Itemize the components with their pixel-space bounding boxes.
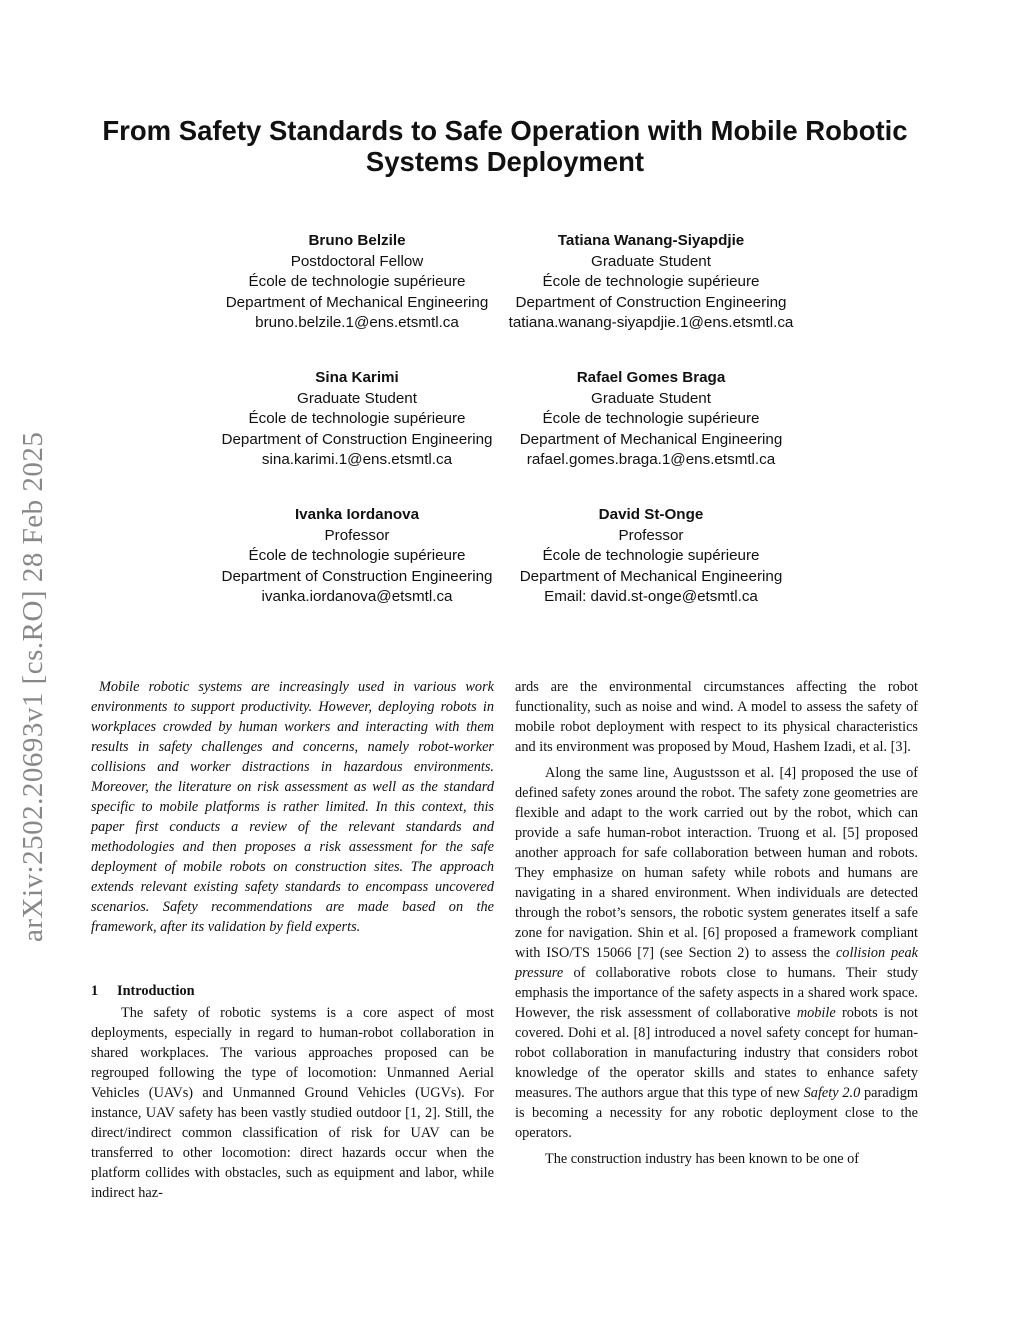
author-role: Graduate Student <box>591 389 711 407</box>
paragraph <box>515 763 918 1143</box>
author-department: Department of Construction Engineering <box>221 430 493 448</box>
author-institution: École de technologie supérieure <box>542 547 760 564</box>
author-department: Department of Mechanical Engineering <box>225 293 489 311</box>
author-card <box>197 231 517 334</box>
author-row <box>0 505 1024 642</box>
author-role: Postdoctoral Fellow <box>290 252 424 270</box>
text-run: paradigm is becoming a necessity for any robotic deployment close to the operators. <box>515 1085 918 1141</box>
author-email: rafael.gomes.braga.1@ens.etsmtl.ca <box>526 451 776 468</box>
right-column <box>515 677 918 1169</box>
text-run: of collaborative robots close to humans. Their study emphasis the importance of the safety aspects in a shared work space. However, the risk assessment of collaborative <box>515 965 918 1021</box>
author-card <box>491 505 811 608</box>
author-email: bruno.belzile.1@ens.etsmtl.ca <box>255 314 459 331</box>
author-card <box>491 231 811 334</box>
section-heading <box>91 981 494 1001</box>
text-run: robots is not covered. Dohi et al. [8] introduced a novel safety concept for human-robot collaboration in manufacturing industry that considers robot knowledge of the operator skills and states to enhance safety measures. The authors argue that this type of new <box>515 1005 918 1101</box>
author-name: Rafael Gomes Braga <box>576 369 726 386</box>
author-department: Department of Construction Engineering <box>515 293 787 311</box>
author-email: ivanka.iordanova@etsmtl.ca <box>261 588 453 605</box>
author-department: Department of Mechanical Engineering <box>519 430 783 448</box>
left-column <box>91 677 494 1203</box>
arxiv-identifier-stamp: arXiv:2502.20693v1 [cs.RO] 28 Feb 2025 <box>17 431 49 942</box>
text-run: Along the same line, Augustsson et al. [4] proposed the use of defined safety zones around the robot. The safety zone geometries are flexible and adapt to the work carried out by the robot, which can provide a safe human-robot interaction. Truong et al. [5] proposed another approach for safe collaboration between human and robots. They emphasize on human safety while robots and humans are navigating in a shared environment. When individuals are detected through the robot’s sensors, the robotic system generates itself a safe zone for navigation. Shin et al. [6] proposed a framework compliant with ISO/TS 15066 [7] (see Section 2) to assess the <box>515 765 918 961</box>
author-institution: École de technologie supérieure <box>248 273 466 290</box>
author-name: Tatiana Wanang-Siyapdjie <box>557 232 745 249</box>
author-institution: École de technologie supérieure <box>248 410 466 427</box>
author-card <box>197 368 517 471</box>
author-department: Department of Construction Engineering <box>221 567 493 585</box>
author-email: sina.karimi.1@ens.etsmtl.ca <box>261 451 453 468</box>
author-role: Professor <box>618 526 684 544</box>
author-department: Department of Mechanical Engineering <box>519 567 783 585</box>
paragraph: ards are the environmental circumstances affecting the robot functionality, such as noise and wind. A model to assess the safety of mobile robot deployment with respect to its physical characteristics and its environment was proposed by Moud, Hashem Izadi, et al. [3]. <box>515 679 918 755</box>
author-institution: École de technologie supérieure <box>248 547 466 564</box>
author-card <box>197 505 517 608</box>
author-institution: École de technologie supérieure <box>542 410 760 427</box>
author-name: Ivanka Iordanova <box>294 506 420 523</box>
emphasis: Safety 2.0 <box>803 1085 861 1101</box>
emphasis: collision peak pressure <box>515 945 918 981</box>
author-row <box>0 231 1024 368</box>
author-block <box>0 231 1024 642</box>
author-card <box>491 368 811 471</box>
abstract: Mobile robotic systems are increasingly used in various work environments to support productivity. However, deploying robots in workplaces crowded by human workers and interacting with them results in safety challenges and concerns, namely robot-worker collisions and worker distractions in hazardous environments. Moreover, the literature on risk assessment as well as the standard specific to mobile platforms is rather limited. In this context, this paper first conducts a review of the relevant standards and methodologies and then proposes a risk assessment for the safe deployment of mobile robots on construction sites. The approach extends relevant existing safety standards to encompass uncovered scenarios. Safety recommendations are made based on the framework, after its validation by field experts. <box>91 679 494 935</box>
author-email: Email: david.st-onge@etsmtl.ca <box>544 588 758 605</box>
paragraph: The safety of robotic systems is a core aspect of most deployments, especially in regard to human-robot collaboration in shared workplaces. The various approaches proposed can be regrouped following the type of locomotion: Unmanned Aerial Vehicles (UAVs) and Unmanned Ground Vehicles (UGVs). For instance, UAV safety has been vastly studied outdoor [1, 2]. Still, the direct/indirect common classification of risk for UAV can be transferred to other locomotion: direct hazards occur when the platform collides with obstacles, such as equipment and labor, while indirect haz- <box>91 1005 494 1201</box>
section-number: 1 <box>91 983 99 999</box>
paragraph: The construction industry has been known to be one of <box>545 1151 860 1167</box>
author-email: tatiana.wanang-siyapdjie.1@ens.etsmtl.ca <box>508 314 794 331</box>
author-institution: École de technologie supérieure <box>542 273 760 290</box>
author-role: Graduate Student <box>297 389 417 407</box>
paper-title: From Safety Standards to Safe Operation with Mobile Robotic Systems Deployment <box>102 115 908 177</box>
author-name: David St-Onge <box>598 506 704 523</box>
author-role: Professor <box>324 526 390 544</box>
author-name: Bruno Belzile <box>308 232 406 249</box>
author-row <box>0 368 1024 505</box>
author-role: Graduate Student <box>591 252 711 270</box>
emphasis: mobile <box>796 1005 836 1021</box>
section-title: Introduction <box>117 983 195 999</box>
author-name: Sina Karimi <box>315 369 399 386</box>
